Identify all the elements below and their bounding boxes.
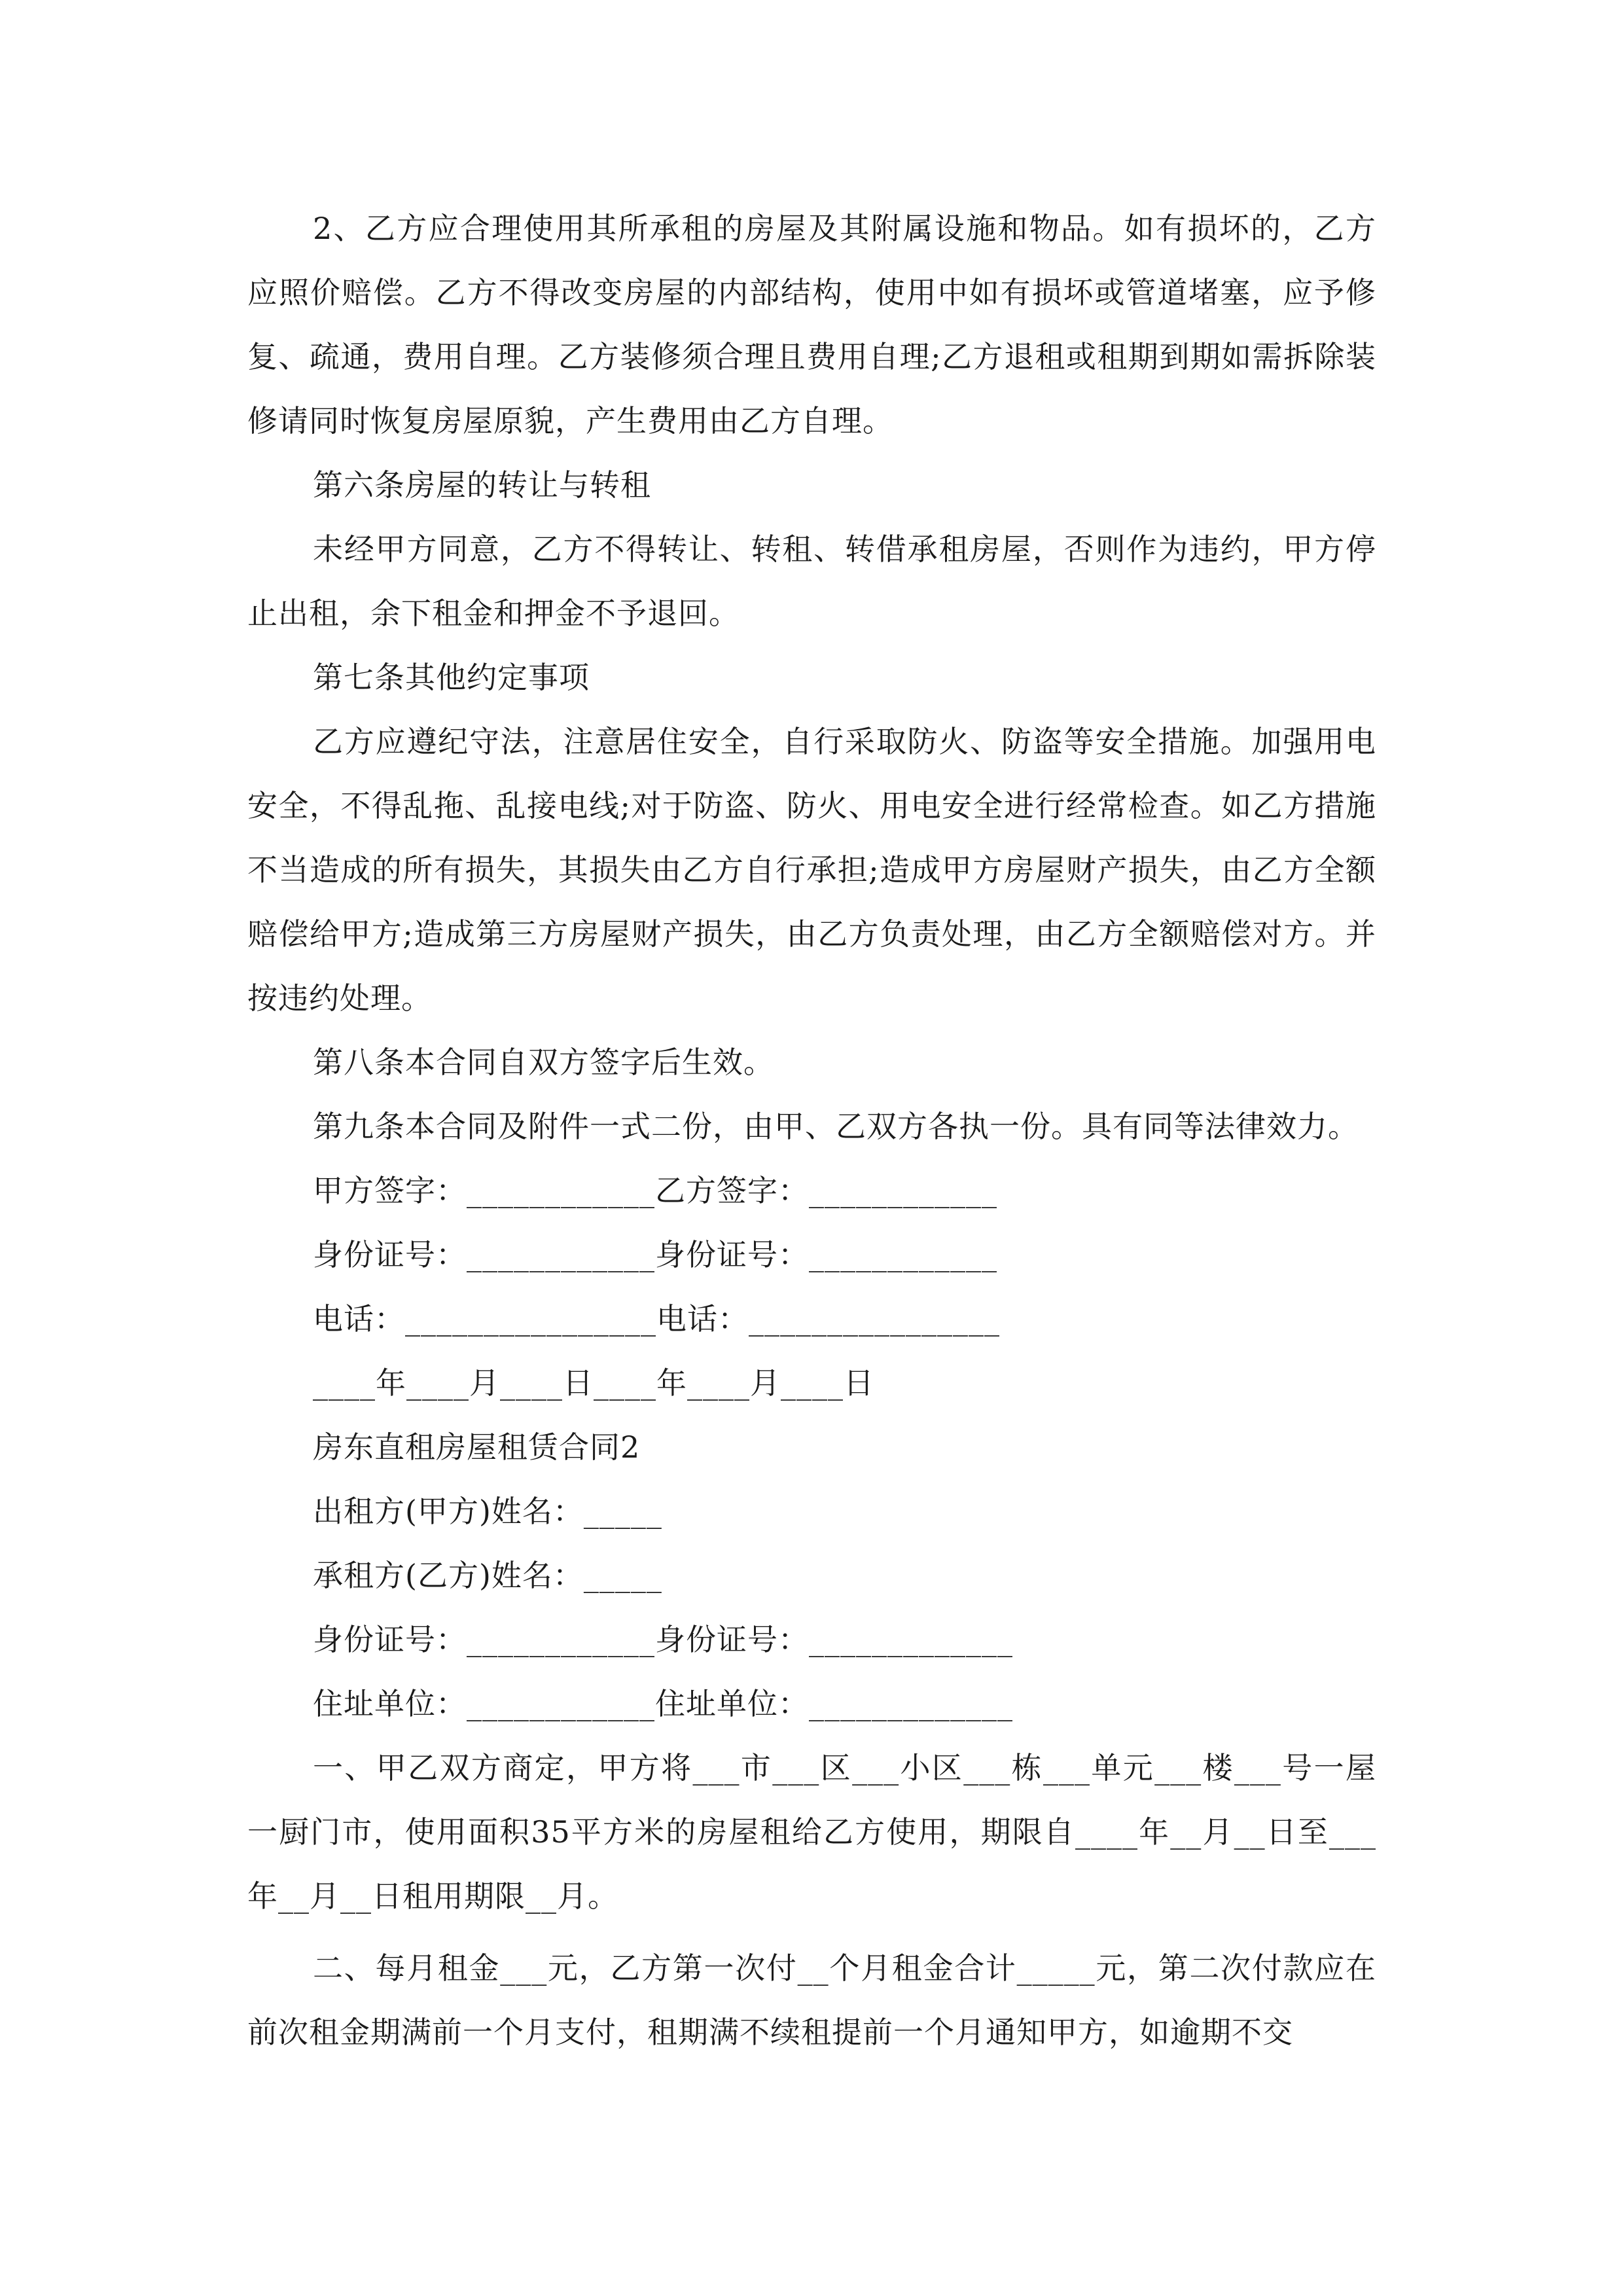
lessee-name-line: 承租方(乙方)姓名：_____ — [313, 1558, 662, 1593]
id-number-line: 身份证号：____________身份证号：____________ — [313, 1237, 997, 1272]
clause-paragraph: 一、甲乙双方商定，甲方将___市___区___小区___栋___单元___楼___号一屋一厨门市，使用面积35平方米的房屋租给乙方使用，期限自____年__月__日至___年__月__日租用期限__月。 — [247, 1750, 1376, 1914]
contract-title: 房东直租房屋租赁合同2 — [313, 1429, 641, 1465]
section-heading-8: 第八条本合同自双方签字后生效。 — [313, 1045, 774, 1080]
section-heading-9: 第九条本合同及附件一式二份，由甲、乙双方各执一份。具有同等法律效力。 — [313, 1109, 1359, 1144]
section-heading-6: 第六条房屋的转让与转租 — [313, 467, 651, 503]
date-line: ____年____月____日____年____月____日 — [313, 1365, 874, 1401]
signature-line: 甲方签字：____________乙方签字：____________ — [313, 1173, 997, 1208]
address-line: 住址单位：____________住址单位：_____________ — [313, 1686, 1013, 1721]
id-number-line: 身份证号：____________身份证号：_____________ — [313, 1622, 1013, 1657]
lessor-name-line: 出租方(甲方)姓名：_____ — [313, 1494, 662, 1529]
section-heading-7: 第七条其他约定事项 — [313, 660, 590, 695]
phone-line: 电话：________________电话：________________ — [313, 1301, 1000, 1336]
clause-paragraph: 乙方应遵纪守法，注意居住安全，自行采取防火、防盗等安全措施。加强用电安全，不得乱拖、乱接电线;对于防盗、防火、用电安全进行经常检查。如乙方措施不当造成的所有损失，其损失由乙方自行承担;造成甲方房屋财产损失，由乙方全额赔偿给甲方;造成第三方房屋财产损失，由乙方负责处理，由乙方全额赔偿对方。并按违约处理。 — [247, 724, 1376, 1016]
clause-paragraph: 二、每月租金___元，乙方第一次付__个月租金合计_____元，第二次付款应在前次租金期满前一个月支付，租期满不续租提前一个月通知甲方，如逾期不交 — [247, 1950, 1376, 2050]
clause-paragraph: 2、乙方应合理使用其所承租的房屋及其附属设施和物品。如有损坏的，乙方应照价赔偿。乙方不得改变房屋的内部结构，使用中如有损坏或管道堵塞，应予修复、疏通，费用自理。乙方装修须合理且费用自理;乙方退租或租期到期如需拆除装修请同时恢复房屋原貌，产生费用由乙方自理。 — [247, 211, 1376, 439]
clause-paragraph: 未经甲方同意，乙方不得转让、转租、转借承租房屋，否则作为违约，甲方停止出租，余下租金和押金不予退回。 — [247, 531, 1376, 631]
document-body — [247, 196, 1376, 2064]
